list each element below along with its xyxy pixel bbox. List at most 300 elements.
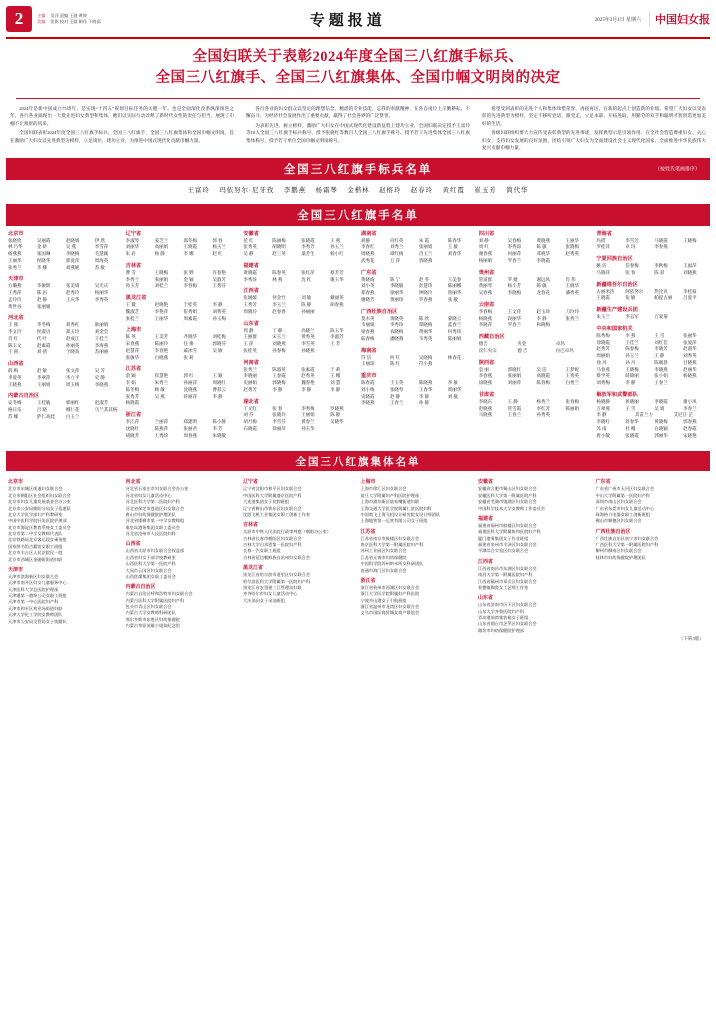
name-row (8, 336, 120, 343)
name-list (243, 295, 355, 315)
masthead (6, 4, 710, 39)
person-name: 李秀珍 (389, 322, 404, 328)
province-block (126, 230, 238, 258)
person-name: 刘桂兰 (154, 283, 169, 289)
person-name: 杨玉兰 (212, 244, 226, 250)
person-name (683, 244, 708, 251)
headline-divider (16, 98, 700, 99)
person-name: 石晓霞 (243, 425, 257, 431)
collective-entry: 中国科学技术大学女教师工作委员会 (478, 505, 546, 511)
person-name: 李 静 (212, 302, 223, 308)
person-name: 李 静 (301, 386, 312, 392)
collective-entry: 河北省石家庄市妇女联合会办公室 (125, 486, 189, 492)
person-name (565, 258, 590, 265)
person-name: 吴 敏 (212, 347, 223, 353)
collective-entry: 中国商飞上海飞机设计研究院女设计师团队 (360, 511, 441, 517)
province-name: 浙江省 (125, 412, 142, 419)
person-name: 李俊辉 (36, 283, 51, 289)
collective-entry: 福建省福州市鼓楼区妇女联合会 (478, 522, 537, 528)
name-list (361, 238, 473, 265)
person-name: 王 芳 (330, 341, 341, 347)
person-name: 其雷兰力 (634, 412, 653, 418)
collective-entry: 北京大学医学部妇产科教研室 (8, 511, 63, 517)
banner-hongqishou-title: 全国三八红旗手名单 (297, 209, 419, 222)
person-name: 赵 静 (36, 296, 48, 302)
person-name: 李 娟 (125, 380, 136, 386)
person-name: 张媛媛 (243, 295, 257, 301)
person-name: 德吉 (478, 341, 488, 347)
name-row (361, 387, 473, 394)
person-name: 沈晓燕 (183, 386, 198, 392)
person-name: 张桂兰 (125, 315, 140, 321)
person-name: 段丽华 (507, 315, 522, 321)
name-row (479, 399, 591, 406)
name-list (596, 314, 708, 321)
name-row (596, 433, 708, 440)
person-name: 张春梅 (565, 398, 579, 404)
name-row (596, 263, 708, 270)
name-row (8, 290, 120, 297)
person-name: 林春花 (447, 354, 462, 360)
person-name: 玛措 (596, 237, 606, 243)
credit-names-2: 张影 校对 王圆 制作 于晓高 (50, 19, 101, 24)
name-row (8, 258, 120, 265)
person-name: 黄丽华 (418, 329, 433, 335)
person-name: 李淑琴 (125, 237, 140, 243)
name-row (596, 353, 708, 360)
person-name: 张 春 (272, 405, 283, 411)
person-name: 李 燕 (625, 332, 636, 338)
person-name: 蒙晓云 (447, 315, 462, 321)
person-name: 伊 然 (94, 237, 105, 243)
person-name: 顾 敏 (154, 386, 165, 392)
person-name: 孙晓燕 (301, 347, 315, 353)
person-name: 李雪芳 (625, 237, 639, 243)
collective-province-name: 安徽省 (478, 480, 494, 486)
person-name: 罗桂萍 (596, 244, 610, 250)
province-name: 新疆维吾尔自治区 (596, 281, 638, 288)
person-name: 宋玉兰 (272, 334, 286, 340)
person-name: 李雪萍 (94, 244, 109, 250)
person-name: 莫水英 (361, 315, 375, 321)
name-row (8, 329, 120, 336)
person-name: 陈春梅 (625, 346, 639, 352)
biaobing-name-list: 王富玲 玛依努尔·尼牙孜 李鹏燕 杨霜琴 金楷林 赵榕玲 赵春玲 黄红霞 崔玉芳 简代华 (187, 186, 529, 194)
person-name: 杨 静 (154, 251, 165, 257)
person-name: 于 莉 (330, 366, 341, 372)
person-name: 李春燕 (478, 373, 493, 379)
province-block (596, 391, 708, 440)
name-list (243, 270, 355, 284)
name-list (479, 367, 591, 387)
person-name: 王 娜 (330, 373, 341, 379)
province-block (243, 287, 355, 315)
person-name: 李 芳 (212, 425, 223, 431)
person-name: 李冬梅 (36, 322, 51, 328)
province-name: 吉林省 (125, 262, 142, 269)
name-list (243, 238, 355, 258)
person-name: 王春兰 (507, 412, 522, 418)
collective-entry: 复旦大学附属妇产科医院护理部 (360, 492, 420, 498)
name-row (479, 258, 591, 265)
person-name (330, 309, 355, 316)
person-name: 周丽华 (447, 386, 462, 392)
person-name: 李春兰 (683, 405, 697, 411)
person-name: 杨丽娟 (478, 257, 493, 263)
person-name: 赵慧萍 (125, 347, 140, 353)
person-name: 孙玉兰 (330, 244, 344, 250)
person-name: 刘秀兰 (389, 244, 404, 250)
banner-jiti (6, 451, 710, 471)
collective-entry: 江西省赣州市章贡区妇女联合会 (478, 578, 537, 584)
person-name: 陈丽娟 (565, 405, 579, 411)
person-name: 张美娟 (65, 283, 80, 289)
name-row (126, 302, 238, 309)
name-list (126, 334, 238, 361)
province-block (8, 230, 120, 272)
section-title: 专题报道 (309, 12, 386, 29)
name-column (361, 230, 473, 444)
person-name: 李 娜 (183, 251, 194, 257)
collective-entry: 大庆油田女子采油班组 (243, 597, 285, 603)
person-name: 李秀兰 (125, 276, 140, 282)
name-list (8, 238, 120, 272)
person-name: 李晓丽 (243, 373, 257, 379)
name-row (479, 251, 591, 258)
collective-province-name: 江西省 (478, 559, 494, 565)
person-name: 黄晓霞 (243, 269, 257, 275)
person-name: 张晓琴 (389, 386, 404, 392)
name-row (479, 316, 591, 323)
person-name: 王 燕 (8, 322, 19, 328)
person-name: 杨晓静 (596, 398, 610, 404)
person-name: 李晓燕 (361, 400, 375, 406)
person-name (448, 361, 473, 368)
person-name: 陆春梅 (361, 335, 375, 341)
person-name: 陈春霞 (361, 380, 375, 386)
person-name: 王丽群 (243, 334, 257, 340)
province-block (126, 262, 238, 290)
person-name: 央金 (517, 341, 527, 347)
name-list (8, 400, 120, 420)
person-name: 胡春燕 (330, 302, 344, 308)
collective-province-name: 上海市 (360, 480, 376, 486)
person-name: 李 静 (330, 386, 341, 392)
person-name: 朱晓敏 (212, 432, 226, 438)
person-name: 何 红 (389, 354, 401, 360)
name-row (596, 373, 708, 380)
collective-entry: 内蒙古医科大学附属医院妇产科 (125, 597, 185, 603)
headline-line-2: 全国三八红旗手、全国三八红旗集体、全国巾帼文明岗的决定 (155, 70, 561, 87)
person-name: 戴丽英 (330, 295, 344, 301)
person-name: 王美春 (447, 276, 462, 282)
person-name: 姚 洁 (596, 263, 607, 269)
person-name: 李雪芬 (272, 419, 286, 425)
person-name: 马晓霞 (654, 237, 668, 243)
person-name: 古丽米热 (596, 288, 615, 294)
person-name: 陈 宁 (389, 276, 401, 282)
person-name: 甘晓燕 (683, 359, 697, 365)
person-name: 陈 敏 (536, 283, 547, 289)
province-name: 甘肃省 (478, 391, 495, 398)
name-list (479, 277, 591, 297)
collective-entry: 广东省广州市天河区妇女联合会 (595, 486, 655, 492)
page-title (6, 39, 710, 93)
person-name: 刘 敏 (447, 393, 458, 399)
name-row (126, 426, 238, 433)
person-name: 王美芳 (154, 334, 169, 340)
name-list (243, 328, 355, 355)
person-name: 陈丽玲 (154, 341, 169, 347)
person-name: 苏丽丽 (94, 349, 109, 355)
collective-entry: 北京铁路局北京客运段女乘务组 (8, 537, 67, 543)
person-name: 张文萍 (65, 368, 80, 374)
name-row (126, 341, 238, 348)
name-list (479, 238, 591, 265)
person-name (212, 400, 237, 407)
name-row (126, 419, 238, 426)
collective-entry: 包头市青山区妇女联合会 (125, 604, 172, 610)
person-name: 丁 静 (272, 327, 283, 333)
collective-province-name: 江苏省 (360, 529, 376, 535)
collective-entry: 内蒙古草原英雄小姐妹纪念馆 (125, 623, 180, 629)
person-name: 周玉梅 (65, 381, 80, 387)
collective-entry: 平潭综合实验区妇女联合会 (478, 548, 529, 554)
person-name: 王文萍 (507, 308, 522, 314)
person-name: 郭春燕 (683, 419, 697, 425)
person-name: 侯晓华 (36, 257, 51, 263)
decision-body-text (6, 105, 710, 152)
person-name: 王春华 (418, 386, 433, 392)
name-row (243, 419, 355, 426)
collective-entry: 唐山市妇幼保健院护理团队 (125, 511, 176, 517)
name-row (126, 270, 238, 277)
province-block (126, 326, 238, 361)
collective-entry: 桂林市妇幼保健院护理团队 (595, 554, 646, 560)
person-name: 刘秀红 (65, 322, 80, 328)
person-name: 卓 玛 (625, 244, 636, 250)
person-name: 覃晓梅 (418, 322, 433, 328)
name-list (243, 367, 355, 394)
person-name: 兰丽萍 (154, 419, 169, 425)
name-row (479, 348, 591, 355)
name-row (361, 380, 473, 387)
person-name: 张丽娟 (507, 373, 522, 379)
person-name: 戚冰雪 (183, 347, 198, 353)
collective-entry: 长春一汽女职工班组 (243, 548, 281, 554)
person-name: 崔秀娟 (183, 308, 198, 314)
name-row (8, 265, 120, 272)
person-name: 李 娜 (36, 264, 48, 270)
person-name: 马晓萍 (596, 269, 610, 275)
person-name (683, 314, 708, 321)
person-name: 王 静 (507, 398, 518, 404)
person-name: 孙丽英 (65, 342, 80, 348)
person-name: 娜仁花 (65, 407, 80, 413)
person-name: 张敏华 (125, 354, 140, 360)
person-name: 赵秀芳 (596, 346, 610, 352)
person-name: 吴 静 (243, 251, 254, 257)
person-name: 孙丽丽 (301, 308, 315, 314)
person-name: 周晓燕 (361, 251, 375, 257)
name-list (479, 341, 591, 355)
person-name: 王丽华 (154, 315, 169, 321)
person-name: 周海英 (94, 257, 109, 263)
person-name: 李秀芳 (301, 244, 315, 250)
person-name: 高丽娟 (154, 244, 169, 250)
person-name: 陈小静 (212, 419, 226, 425)
name-row (243, 302, 355, 309)
person-name: 陈春梅 (536, 380, 551, 386)
collective-entry: 上海市浦东新区陆家嘴街道妇联 (360, 499, 420, 505)
name-row (361, 400, 473, 407)
person-name: 肖玉兰 (418, 251, 433, 257)
credit-names-1: 吴萍 责编 王驰 黄婷 (50, 12, 88, 18)
name-row (361, 297, 473, 304)
collective-entry: 苏州工业园区妇女联合会 (360, 548, 407, 554)
person-name (448, 258, 473, 265)
collective-entry: 太原市中铁人民法院行政审判庭（朝阳办公室） (243, 529, 331, 535)
collective-entry: 北京市海淀区教育系统女工委员会 (8, 524, 71, 530)
collective-province-name: 山东省 (478, 596, 494, 602)
province-name: 北京市 (8, 230, 24, 237)
person-name: 陈 静 (330, 412, 341, 418)
collective-entry: 吉林省延边朝鲜族自治州妇女联合会 (243, 554, 311, 560)
person-name: 桑芳生 (301, 251, 315, 257)
person-name: 梁丽华 (389, 290, 404, 296)
person-name: 杨秀兰 (536, 398, 551, 404)
person-name: 李秀英 (94, 296, 109, 302)
province-block (243, 230, 355, 258)
collective-entry: 黑龙江省农垦建三江管理局妇联 (243, 584, 302, 590)
name-row (479, 412, 591, 419)
person-name: 艾尼江·芷 (673, 412, 693, 418)
person-name: 陈 静 (301, 302, 312, 308)
province-block (596, 325, 708, 387)
person-name: 赵丽华 (683, 366, 697, 372)
person-name: 张秀兰 (8, 264, 22, 270)
person-name: 李晓燕 (654, 366, 668, 372)
person-name: 王丽华 (8, 257, 22, 263)
province-block (243, 320, 355, 355)
person-name: 孙丽萍 (183, 380, 198, 386)
person-name: 郑玉玲 (65, 329, 80, 335)
collective-name-grid (6, 471, 710, 634)
person-name: 张晓霞 (301, 237, 315, 243)
name-list (126, 270, 238, 290)
name-list (8, 322, 120, 356)
collective-entry: 安徽省合肥市蜀山区妇女联合会 (478, 486, 537, 492)
masthead-right (595, 11, 710, 27)
collective-province-name: 天津市 (8, 567, 24, 573)
collective-entry: 上海地铁第一运营有限公司女子班组 (360, 518, 428, 524)
province-name: 广西壮族自治区 (361, 308, 398, 315)
person-name: 符 洁 (361, 354, 372, 360)
person-name: 孙秀英 (536, 412, 551, 418)
person-name: 王桂敏 (36, 400, 51, 406)
person-name: 张 野 (183, 269, 194, 275)
person-name: 邓晓华 (536, 251, 551, 257)
person-name: 李文玲 (8, 329, 22, 335)
person-name: 李晓萍 (478, 322, 493, 328)
person-name: 李晓梅 (65, 251, 80, 257)
collective-entry: 河北省妇女儿童活动中心 (125, 492, 172, 498)
person-name: 白晓燕 (154, 354, 169, 360)
name-list (126, 373, 238, 407)
collective-entry: 上海交通大学医学院附属仁济医院妇科 (360, 505, 432, 511)
person-name: 安冬梅 (8, 400, 22, 406)
collective-entry: 珠海格力电器女职工创新班组 (595, 511, 650, 517)
person-name: 吴 芳 (94, 368, 105, 374)
person-name: 张丽华 (683, 332, 697, 338)
person-name: 刘春华 (447, 251, 462, 257)
person-name: 张秀英 (243, 244, 257, 250)
person-name: 李淑芳 (330, 334, 344, 340)
person-name: 乌兰其其格 (94, 407, 118, 413)
name-row (361, 329, 473, 336)
collective-entry: 天津市公安局交管局女子执勤队 (8, 618, 67, 624)
person-name: 李玉兰 (272, 302, 286, 308)
person-name: 黄晓梅 (654, 419, 668, 425)
province-name: 西藏自治区 (478, 334, 505, 341)
person-name: 李翠萍 (36, 374, 51, 380)
person-name: 王秀珍 (154, 432, 169, 438)
province-block (479, 269, 591, 297)
person-name: 陈 敏 (536, 244, 547, 250)
person-name: 白晓颖 (654, 425, 668, 431)
province-block (361, 269, 473, 304)
person-name: 李秀梅 (301, 405, 315, 411)
name-row (596, 399, 708, 406)
person-name: 黄晓英 (389, 315, 404, 321)
person-name: 吴淑芳 (212, 276, 226, 282)
person-name: 王秀英 (565, 373, 579, 379)
person-name: 王晓梅 (683, 237, 697, 243)
person-name: 陈燕萍 (154, 425, 169, 431)
person-name: 李秀琼 (507, 244, 522, 250)
person-name: 谢晓芳 (361, 296, 375, 302)
name-row (361, 361, 473, 368)
person-name: 陈晓燕 (418, 380, 433, 386)
person-name: 李 静 (596, 412, 607, 418)
person-name: 任 俊 (183, 341, 194, 347)
person-name: 金 妍 (36, 244, 48, 250)
person-name: 何金竹 (272, 295, 286, 301)
banner-jiti-title: 全国三八红旗集体名单 (295, 456, 421, 468)
province-block (479, 333, 591, 355)
person-name: 李 静 (272, 386, 283, 392)
collective-province-name: 内蒙古自治区 (125, 585, 156, 591)
name-row (8, 407, 120, 414)
collective-entry: 南通市海门区妇女联合会 (360, 567, 407, 573)
collective-province-name: 浙江省 (360, 578, 376, 584)
intro-paragraph: 为表彰先进、树立榜样，激励广大妇女在中国式现代化建设新征程上建功立业，全国妇联决定授予王富玲等10人全国三八红旗手标兵称号、授予张晓红等数百人全国三八红旗手称号、授予若干先进集体全国三八红旗集体称号，授予若干单位全国巾帼文明岗称号。 (246, 122, 470, 143)
person-name: 王晓梅 (625, 366, 639, 372)
person-name: 赵秀玲 (65, 290, 80, 296)
person-name: 信春梅 (625, 263, 639, 269)
name-list (596, 333, 708, 387)
person-name: 孟玲玲 (8, 296, 22, 302)
person-name: 格日乐 (8, 407, 22, 413)
person-name: 史晓霞 (361, 393, 375, 399)
person-name: 杜 娜 (625, 425, 636, 431)
collective-entry: 鄂尔多斯市东胜区妇幼保健院 (125, 616, 180, 622)
province-block (596, 281, 708, 303)
person-name: 张小娟 (654, 373, 668, 379)
person-name: 郭晓梅 (272, 380, 286, 386)
person-name (565, 412, 590, 419)
collective-province-name: 吉林省 (243, 523, 259, 529)
